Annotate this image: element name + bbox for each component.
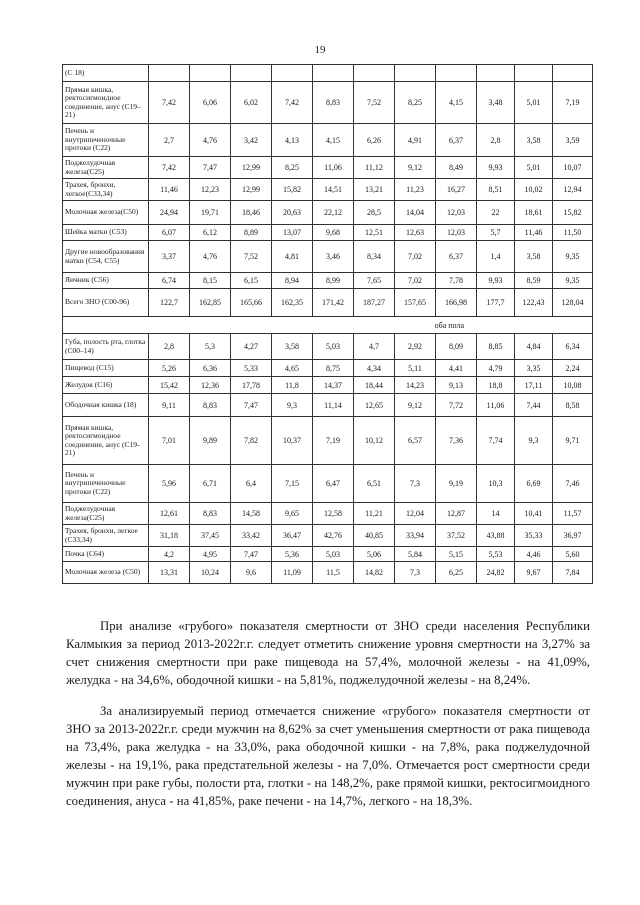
table-cell: 8,85 [477, 334, 515, 360]
table-row [63, 273, 593, 289]
table-cell: 1,4 [477, 241, 515, 273]
table-cell: 5,7 [477, 225, 515, 241]
table-cell: 33,94 [395, 525, 436, 547]
table-cell: 5,53 [477, 547, 515, 562]
table-cell: 10,37 [272, 417, 313, 465]
table-cell: 12,58 [313, 503, 354, 525]
table-row [63, 562, 593, 584]
table-row [63, 289, 593, 317]
table-cell: 7,52 [354, 82, 395, 124]
table-cell: 5,84 [395, 547, 436, 562]
table-cell: 5,96 [149, 465, 190, 503]
table-cell: 12,99 [231, 179, 272, 201]
table-cell: 11,46 [515, 225, 553, 241]
table-cell: 4,13 [272, 124, 313, 157]
table-cell: 2,24 [553, 360, 593, 377]
table-cell: 4,79 [477, 360, 515, 377]
section-label: оба пола [63, 317, 593, 334]
table-cell: 9,35 [553, 241, 593, 273]
row-label: Губа, полость рта, глотка (С00–14) [63, 334, 149, 360]
table-cell: 9,65 [272, 503, 313, 525]
row-label: Шейка матки (С53) [63, 225, 149, 241]
table-cell: 20,63 [272, 201, 313, 225]
table-cell: 7,42 [272, 82, 313, 124]
table-cell: 8,25 [395, 82, 436, 124]
table-cell: 36,47 [272, 525, 313, 547]
table-cell: 5,03 [313, 334, 354, 360]
table-cell: 12,04 [395, 503, 436, 525]
table-cell: 4,76 [190, 241, 231, 273]
table-cell: 11,23 [395, 179, 436, 201]
row-label: Молочная железа (С50) [63, 562, 149, 584]
table-cell: 6,07 [149, 225, 190, 241]
row-label: Поджелудочная железа(С25) [63, 157, 149, 179]
table-cell: 14,04 [395, 201, 436, 225]
table-cell: 11,8 [272, 377, 313, 394]
table-cell: 6,4 [231, 465, 272, 503]
table-cell: 42,76 [313, 525, 354, 547]
table-cell: 10,08 [553, 377, 593, 394]
table-cell: 9,3 [272, 394, 313, 417]
table-cell: 14 [477, 503, 515, 525]
table-cell: 12,87 [436, 503, 477, 525]
row-label: (С 18) [63, 65, 149, 82]
table-cell: 7,72 [436, 394, 477, 417]
table-cell: 7,47 [231, 394, 272, 417]
table-cell: 2,92 [395, 334, 436, 360]
table-cell: 43,88 [477, 525, 515, 547]
table-cell: 13,07 [272, 225, 313, 241]
table-cell: 4,2 [149, 547, 190, 562]
table-cell: 7,36 [436, 417, 477, 465]
table-cell: 3,58 [515, 241, 553, 273]
table-cell: 7,19 [553, 82, 593, 124]
table-cell: 4,46 [515, 547, 553, 562]
table-cell: 6,47 [313, 465, 354, 503]
table-cell: 22,12 [313, 201, 354, 225]
table-cell: 4,27 [231, 334, 272, 360]
table-cell: 14,51 [313, 179, 354, 201]
table-cell: 9,12 [395, 157, 436, 179]
table-cell: 4,15 [436, 82, 477, 124]
table-cell: 11,57 [553, 503, 593, 525]
table-row [63, 179, 593, 201]
table-cell: 6,71 [190, 465, 231, 503]
table-cell: 8,34 [354, 241, 395, 273]
table-cell: 6,57 [395, 417, 436, 465]
table-cell: 12,61 [149, 503, 190, 525]
mortality-table [62, 64, 593, 584]
table-cell: 8,99 [313, 273, 354, 289]
table-cell [149, 65, 190, 82]
table-cell: 9,3 [515, 417, 553, 465]
table-row [63, 157, 593, 179]
table-cell: 8,83 [190, 394, 231, 417]
table-cell: 6,74 [149, 273, 190, 289]
table-cell: 3,46 [313, 241, 354, 273]
table-cell: 7,02 [395, 273, 436, 289]
table-cell: 37,45 [190, 525, 231, 547]
table-cell: 13,21 [354, 179, 395, 201]
table-cell [272, 65, 313, 82]
page-number: 19 [314, 44, 326, 56]
table-cell: 9,93 [477, 273, 515, 289]
table-cell: 7,84 [553, 562, 593, 584]
table-section-row [63, 317, 593, 334]
table-cell: 6,02 [231, 82, 272, 124]
table-cell: 3,42 [231, 124, 272, 157]
table-cell: 14,37 [313, 377, 354, 394]
table-cell: 6,12 [190, 225, 231, 241]
table-cell: 2,8 [477, 124, 515, 157]
table-cell: 122,7 [149, 289, 190, 317]
table-cell: 3,37 [149, 241, 190, 273]
table-cell: 12,23 [190, 179, 231, 201]
table-cell: 4,41 [436, 360, 477, 377]
table-cell: 9,93 [477, 157, 515, 179]
table-cell: 7,52 [231, 241, 272, 273]
table-cell: 165,66 [231, 289, 272, 317]
table-cell: 6,37 [436, 241, 477, 273]
paragraph-2 [66, 703, 590, 810]
row-label: Печень и внутрипеченочные протоки (С22) [63, 124, 149, 157]
table-cell: 9,11 [149, 394, 190, 417]
table-cell [477, 65, 515, 82]
table-cell: 7,44 [515, 394, 553, 417]
table-cell: 12,65 [354, 394, 395, 417]
table-cell: 3,48 [477, 82, 515, 124]
table-cell: 4,76 [190, 124, 231, 157]
table-cell: 4,15 [313, 124, 354, 157]
table-cell: 7,19 [313, 417, 354, 465]
table-cell: 8,15 [190, 273, 231, 289]
table-cell: 17,11 [515, 377, 553, 394]
table-cell: 3,59 [553, 124, 593, 157]
table-cell: 10,02 [515, 179, 553, 201]
table-cell: 24,82 [477, 562, 515, 584]
table-cell: 9,13 [436, 377, 477, 394]
table-cell: 5,03 [313, 547, 354, 562]
table-cell: 16,27 [436, 179, 477, 201]
table-cell: 7,82 [231, 417, 272, 465]
table-cell: 37,52 [436, 525, 477, 547]
table-cell: 11,14 [313, 394, 354, 417]
table-cell: 7,15 [272, 465, 313, 503]
table-cell: 7,47 [190, 157, 231, 179]
table-row [63, 124, 593, 157]
table-cell: 7,74 [477, 417, 515, 465]
table-body-bottom [63, 334, 593, 584]
row-label: Ободочная кишка (18) [63, 394, 149, 417]
row-label: Желудок (С16) [63, 377, 149, 394]
row-label: Яичник (С56) [63, 273, 149, 289]
table-row [63, 201, 593, 225]
row-label: Пищевод (С15) [63, 360, 149, 377]
table-cell: 7,02 [395, 241, 436, 273]
table-cell: 122,43 [515, 289, 553, 317]
table-cell: 5,01 [515, 157, 553, 179]
table-cell [190, 65, 231, 82]
table-cell: 157,65 [395, 289, 436, 317]
table-cell: 15,82 [553, 201, 593, 225]
table-cell: 36,97 [553, 525, 593, 547]
paragraph-1 [66, 618, 590, 690]
table-row [63, 334, 593, 360]
row-label: Почка (С64) [63, 547, 149, 562]
table-cell: 11,12 [354, 157, 395, 179]
table-cell: 3,35 [515, 360, 553, 377]
table-cell: 28,5 [354, 201, 395, 225]
table-cell: 35,33 [515, 525, 553, 547]
table-cell: 8,59 [515, 273, 553, 289]
table-cell: 5,26 [149, 360, 190, 377]
table-cell: 17,78 [231, 377, 272, 394]
table-cell: 7,47 [231, 547, 272, 562]
table-cell: 10,24 [190, 562, 231, 584]
table-cell [313, 65, 354, 82]
table-cell: 22 [477, 201, 515, 225]
table-cell: 162,85 [190, 289, 231, 317]
table-cell: 8,75 [313, 360, 354, 377]
row-label: Прямая кишка, ректосигмоидное соединение, анус (С19-21) [63, 417, 149, 465]
table-cell: 6,51 [354, 465, 395, 503]
paragraph-1-text: При анализе «грубого» показателя смертности от ЗНО среди населения Республики Калмыкия за период 2013-2022г.г. следует отметить снижение уровня смертности на 3,27% за счет снижения смертности при раке пищевода на 57,4%, молочной железы - на 41,09%, желудка - на 34,6%, ободочной кишки - на 5,81%, поджелудочной железы - на 8,24%. [66, 619, 590, 687]
table-cell [553, 65, 593, 82]
table-cell: 6,34 [553, 334, 593, 360]
table-cell: 4,95 [190, 547, 231, 562]
row-label: Печень и внутрипеченочные протоки (С22) [63, 465, 149, 503]
table-cell: 8,83 [190, 503, 231, 525]
table-cell: 11,46 [149, 179, 190, 201]
table-cell: 3,58 [272, 334, 313, 360]
table-cell: 9,19 [436, 465, 477, 503]
table-cell: 6,26 [354, 124, 395, 157]
table-cell: 162,35 [272, 289, 313, 317]
table-cell: 4,7 [354, 334, 395, 360]
table-cell: 10,41 [515, 503, 553, 525]
table-cell: 4,84 [515, 334, 553, 360]
table-cell: 187,27 [354, 289, 395, 317]
table-cell: 11,21 [354, 503, 395, 525]
table-cell: 12,99 [231, 157, 272, 179]
table-cell: 9,68 [313, 225, 354, 241]
table-cell: 10,3 [477, 465, 515, 503]
table-cell: 7,3 [395, 465, 436, 503]
table-cell: 9,6 [231, 562, 272, 584]
table-cell: 8,94 [272, 273, 313, 289]
table-cell: 5,06 [354, 547, 395, 562]
row-label: Прямая кишка, ректосигмоидное соединение, анус (С19–21) [63, 82, 149, 124]
table-cell: 14,23 [395, 377, 436, 394]
table-cell: 166,98 [436, 289, 477, 317]
table-cell: 40,85 [354, 525, 395, 547]
table-cell: 19,71 [190, 201, 231, 225]
table-cell: 9,67 [515, 562, 553, 584]
table-cell: 12,36 [190, 377, 231, 394]
table-cell: 5,60 [553, 547, 593, 562]
paragraph-2-text: За анализируемый период отмечается снижение «грубого» показателя смертности от ЗНО за 2013-2022г.г. среди мужчин на 8,62% за счет уменьшения смертности от рака пищевода на 73,4%, рака желудка - на 33,0%, рака ободочной кишки - на 7,8%, рака поджелудочной железы - на 19,1%, рака предстательной железы - на 7,0%. Отмечается рост смертности среди мужчин при раке губы, полости рта, глотки - на 148,2%, раке прямой кишки, ректосигмоидного соединения, ануса - на 41,85%, раке печени - на 14,7%, легкого - на 18,3%. [66, 704, 590, 808]
table-cell: 9,12 [395, 394, 436, 417]
table-cell: 2,8 [149, 334, 190, 360]
table-cell: 8,83 [313, 82, 354, 124]
table-cell: 14,82 [354, 562, 395, 584]
table-cell: 4,65 [272, 360, 313, 377]
table-cell: 6,36 [190, 360, 231, 377]
table-cell: 8,51 [477, 179, 515, 201]
table-row [63, 241, 593, 273]
table-cell: 11,09 [272, 562, 313, 584]
table-cell: 8,49 [436, 157, 477, 179]
table-cell: 2,7 [149, 124, 190, 157]
table-cell: 177,7 [477, 289, 515, 317]
table-cell: 6,06 [190, 82, 231, 124]
table-cell: 11,06 [313, 157, 354, 179]
table-cell: 3,58 [515, 124, 553, 157]
table-cell: 4,81 [272, 241, 313, 273]
table-cell: 171,42 [313, 289, 354, 317]
table-cell: 12,03 [436, 225, 477, 241]
table-cell: 12,51 [354, 225, 395, 241]
row-label: Другие новообразования матки (С54, С55) [63, 241, 149, 273]
table-row [63, 547, 593, 562]
table-row [63, 82, 593, 124]
row-label: Трахея, бронхи, легкое (С33,34) [63, 525, 149, 547]
table-cell: 4,34 [354, 360, 395, 377]
table-cell: 4,91 [395, 124, 436, 157]
table-cell: 9,89 [190, 417, 231, 465]
row-label: Поджелудочная железа(С25) [63, 503, 149, 525]
table-cell: 6,25 [436, 562, 477, 584]
table-cell: 128,04 [553, 289, 593, 317]
table-cell: 7,42 [149, 157, 190, 179]
table-cell: 12,94 [553, 179, 593, 201]
table-cell: 9,71 [553, 417, 593, 465]
table-cell: 7,42 [149, 82, 190, 124]
table-cell: 7,65 [354, 273, 395, 289]
table-cell: 6,69 [515, 465, 553, 503]
table-row [63, 417, 593, 465]
table-cell: 31,18 [149, 525, 190, 547]
table-cell: 18,8 [477, 377, 515, 394]
table-cell: 8,58 [553, 394, 593, 417]
table-cell: 11,50 [553, 225, 593, 241]
table-cell: 11,5 [313, 562, 354, 584]
table-cell: 18,61 [515, 201, 553, 225]
table-cell [436, 65, 477, 82]
table-row [63, 465, 593, 503]
table-cell: 8,89 [231, 225, 272, 241]
table-row [63, 360, 593, 377]
table-row [63, 525, 593, 547]
table-cell: 7,78 [436, 273, 477, 289]
row-label: Молочная железа(С50) [63, 201, 149, 225]
row-label: Трахея, бронхи, легкое(С33,34) [63, 179, 149, 201]
table-cell: 5,01 [515, 82, 553, 124]
table-cell [395, 65, 436, 82]
table-cell: 9,35 [553, 273, 593, 289]
table-cell: 15,42 [149, 377, 190, 394]
table-row [63, 225, 593, 241]
table-cell: 10,12 [354, 417, 395, 465]
table-cell: 12,63 [395, 225, 436, 241]
table-body-top [63, 65, 593, 317]
table-cell [515, 65, 553, 82]
table-cell: 7,3 [395, 562, 436, 584]
table-cell: 10,07 [553, 157, 593, 179]
table-cell: 8,25 [272, 157, 313, 179]
table-cell: 11,06 [477, 394, 515, 417]
table-cell: 8,09 [436, 334, 477, 360]
table-cell: 12,03 [436, 201, 477, 225]
table-cell: 5,33 [231, 360, 272, 377]
table-cell: 5,36 [272, 547, 313, 562]
table-row [63, 394, 593, 417]
table-cell: 5,15 [436, 547, 477, 562]
table-cell: 18,44 [354, 377, 395, 394]
table-row [63, 503, 593, 525]
table-cell: 13,31 [149, 562, 190, 584]
row-label: Всего ЗНО (С00-96) [63, 289, 149, 317]
table-cell [231, 65, 272, 82]
table-cell: 15,82 [272, 179, 313, 201]
table-row [63, 65, 593, 82]
table-cell: 14,58 [231, 503, 272, 525]
table-cell: 7,01 [149, 417, 190, 465]
table-row [63, 377, 593, 394]
table-cell: 6,37 [436, 124, 477, 157]
table-cell: 7,46 [553, 465, 593, 503]
table-cell: 5,11 [395, 360, 436, 377]
table-cell: 18,46 [231, 201, 272, 225]
table-cell: 24,94 [149, 201, 190, 225]
table-section-row-group [63, 317, 593, 334]
table-cell: 33,42 [231, 525, 272, 547]
table-cell: 6,15 [231, 273, 272, 289]
table-cell: 5,3 [190, 334, 231, 360]
table-cell [354, 65, 395, 82]
